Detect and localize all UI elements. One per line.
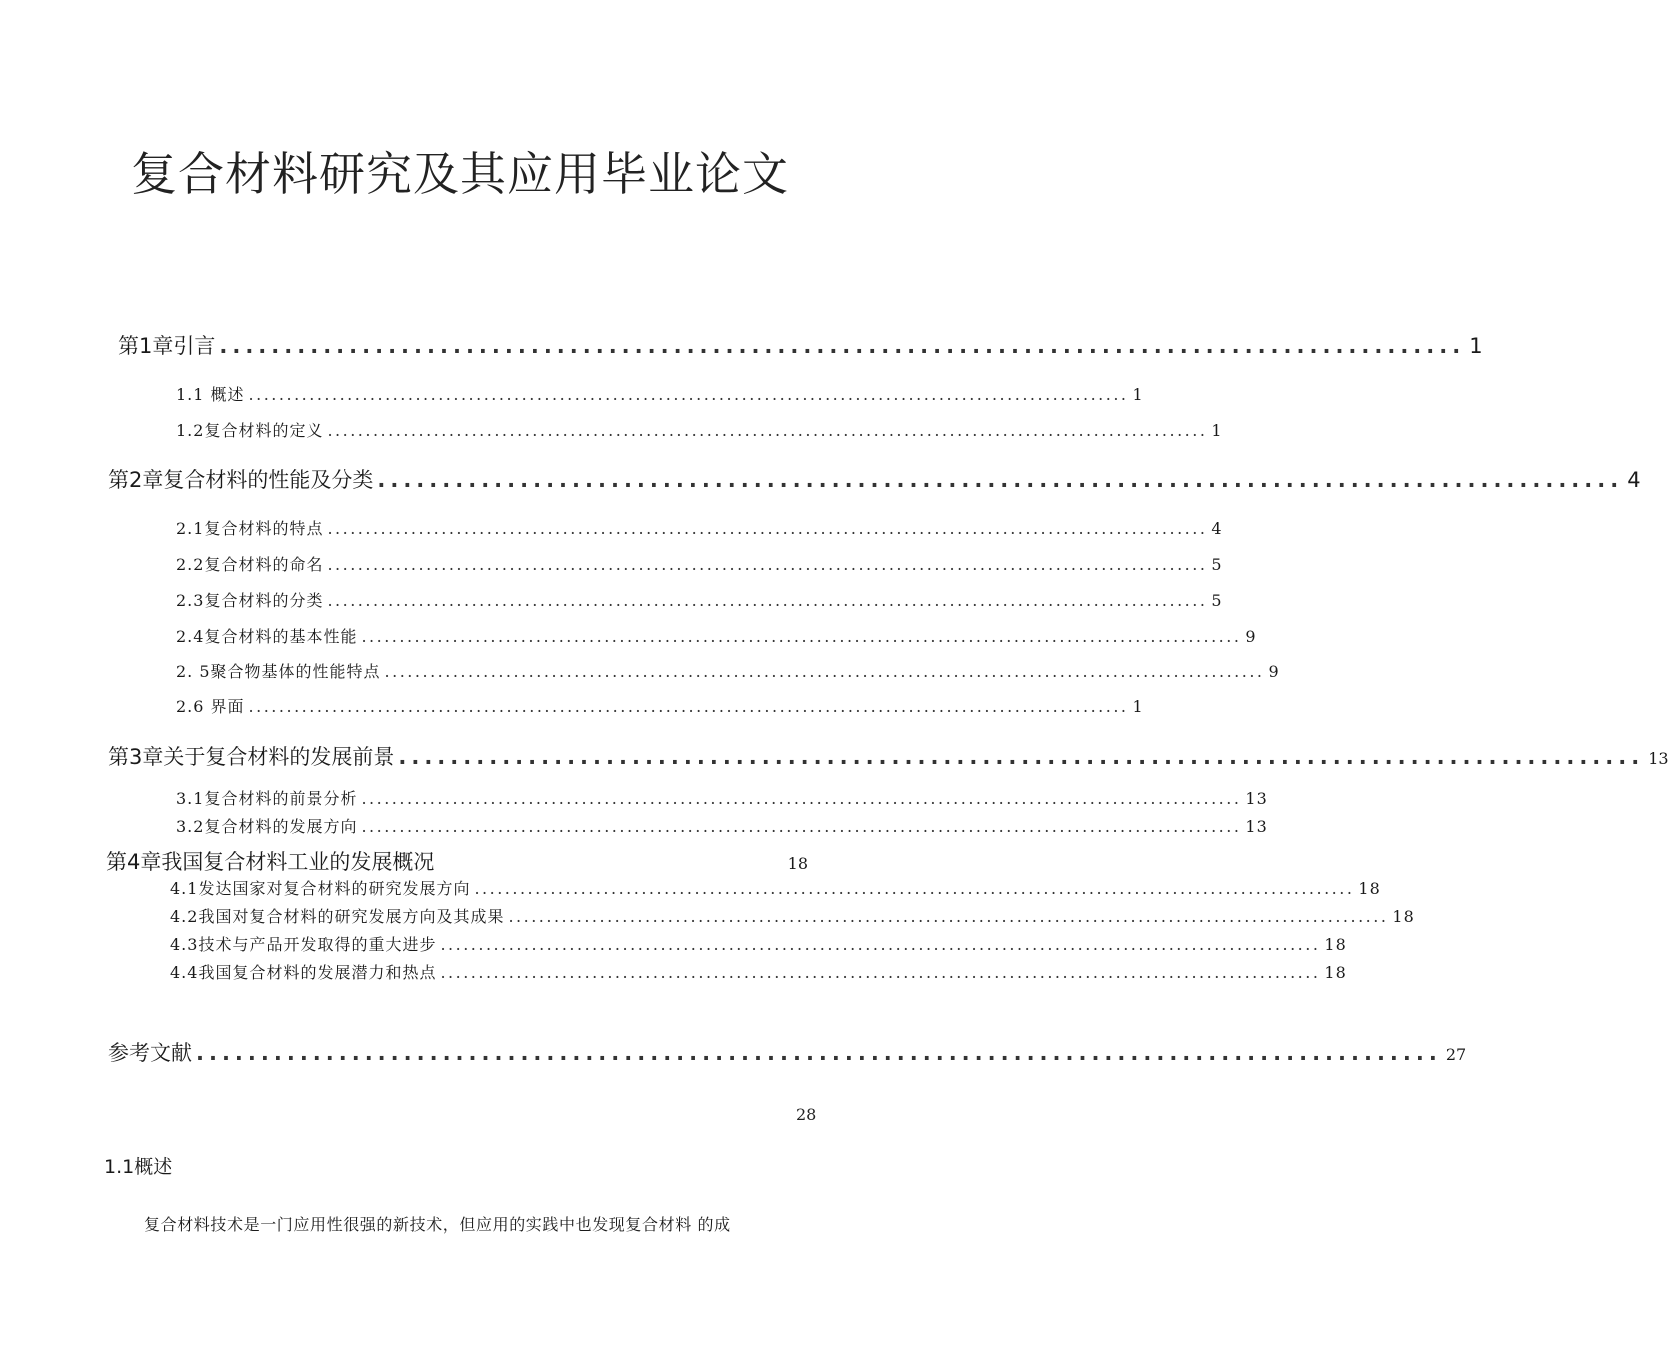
toc-page-number: 4 bbox=[1211, 519, 1223, 538]
toc-page-number: 5 bbox=[1211, 555, 1223, 574]
toc-page-number: 9 bbox=[1268, 662, 1280, 681]
toc-page-number: 18 bbox=[1358, 879, 1381, 898]
toc-leader: .................................................................................................................... bbox=[474, 879, 1355, 898]
toc-page-number: 13 bbox=[1245, 789, 1268, 808]
toc-section-4-2[interactable] bbox=[170, 904, 1415, 927]
toc-section-3-1[interactable] bbox=[176, 786, 1268, 809]
toc-leader: ................................................................................................ bbox=[196, 1041, 1442, 1065]
body-paragraph: 复合材料技术是一门应用性很强的新技术，但应用的实践中也发现复合材料 的成 bbox=[144, 1215, 731, 1234]
toc-label: 第4章我国复合材料工业的发展概况 bbox=[106, 850, 435, 874]
toc-page-number: 27 bbox=[1445, 1045, 1467, 1064]
toc-chapter-4[interactable] bbox=[106, 846, 808, 876]
document-title: 复合材料研究及其应用毕业论文 bbox=[131, 147, 789, 201]
toc-leader: ................................................................................................ bbox=[219, 334, 1466, 358]
toc-label: 2.3复合材料的分类 bbox=[176, 591, 324, 610]
toc-page-number: 1 bbox=[1211, 421, 1223, 440]
section-heading: 1.1概述 bbox=[104, 1156, 173, 1178]
toc-section-4-3[interactable] bbox=[170, 932, 1347, 955]
toc-label: 4.1发达国家对复合材料的研究发展方向 bbox=[170, 879, 471, 898]
toc-leader: .................................................................................................................... bbox=[327, 421, 1208, 440]
toc-label: 第2章复合材料的性能及分类 bbox=[108, 468, 374, 492]
toc-page-number: 1 bbox=[1132, 385, 1144, 404]
toc-chapter-2[interactable] bbox=[108, 464, 1641, 494]
toc-leader: .................................................................................................................... bbox=[384, 662, 1265, 681]
toc-label: 2.6 界面 bbox=[176, 697, 245, 716]
toc-page-number: 18 bbox=[1324, 963, 1347, 982]
toc-section-4-1[interactable] bbox=[170, 876, 1381, 899]
toc-section-4-4[interactable] bbox=[170, 960, 1347, 983]
toc-label: 1.1 概述 bbox=[176, 385, 245, 404]
toc-label: 第3章关于复合材料的发展前景 bbox=[108, 745, 395, 769]
toc-leader: .................................................................................................................... bbox=[508, 907, 1389, 926]
toc-leader: .................................................................................................................... bbox=[248, 697, 1129, 716]
toc-section-2-3[interactable] bbox=[176, 588, 1223, 611]
toc-page-number: 1 bbox=[1469, 334, 1483, 358]
toc-label: 1.2复合材料的定义 bbox=[176, 421, 324, 440]
toc-section-2-5[interactable] bbox=[176, 659, 1280, 682]
toc-page-number: 9 bbox=[1245, 627, 1257, 646]
toc-leader: .................................................................................................................... bbox=[327, 519, 1208, 538]
toc-section-1-1[interactable] bbox=[176, 382, 1144, 405]
toc-page-number: 18 bbox=[787, 854, 808, 873]
toc-page-number: 18 bbox=[1324, 935, 1347, 954]
toc-label: 3.1复合材料的前景分析 bbox=[176, 789, 358, 808]
toc-label: 第1章引言 bbox=[118, 334, 216, 358]
toc-leader: ................................................................................................ bbox=[398, 745, 1645, 769]
toc-label: 2.2复合材料的命名 bbox=[176, 555, 324, 574]
toc-page-number: 13 bbox=[1245, 817, 1268, 836]
toc-page-number: 18 bbox=[1392, 907, 1415, 926]
toc-leader: .................................................................................................................... bbox=[440, 963, 1321, 982]
toc-section-1-2[interactable] bbox=[176, 418, 1223, 441]
toc-label: 3.2复合材料的发展方向 bbox=[176, 817, 358, 836]
toc-section-2-2[interactable] bbox=[176, 552, 1223, 575]
toc-leader: .................................................................................................................... bbox=[248, 385, 1129, 404]
toc-label: 2. 5聚合物基体的性能特点 bbox=[176, 662, 381, 681]
toc-section-2-1[interactable] bbox=[176, 516, 1223, 539]
toc-leader: .................................................................................................................... bbox=[327, 555, 1208, 574]
toc-chapter-1[interactable] bbox=[118, 330, 1483, 360]
toc-section-2-4[interactable] bbox=[176, 624, 1257, 647]
toc-section-2-6[interactable] bbox=[176, 694, 1144, 717]
toc-leader: .................................................................................................................... bbox=[327, 591, 1208, 610]
toc-trailing-page-number: 28 bbox=[796, 1105, 817, 1124]
toc-page-number: 4 bbox=[1627, 468, 1641, 492]
toc-leader: .................................................................................................................... bbox=[361, 817, 1242, 836]
toc-leader: ................................................................................................ bbox=[377, 468, 1624, 492]
toc-references[interactable] bbox=[108, 1037, 1467, 1067]
toc-chapter-3[interactable] bbox=[108, 741, 1669, 771]
toc-label: 2.1复合材料的特点 bbox=[176, 519, 324, 538]
toc-page-number: 1 bbox=[1132, 697, 1144, 716]
toc-label: 参考文献 bbox=[108, 1041, 192, 1065]
toc-leader: .................................................................................................................... bbox=[361, 627, 1242, 646]
toc-label: 4.3技术与产品开发取得的重大进步 bbox=[170, 935, 437, 954]
toc-page-number: 5 bbox=[1211, 591, 1223, 610]
toc-label: 2.4复合材料的基本性能 bbox=[176, 627, 358, 646]
toc-section-3-2[interactable] bbox=[176, 814, 1268, 837]
toc-leader: .................................................................................................................... bbox=[440, 935, 1321, 954]
toc-label: 4.4我国复合材料的发展潜力和热点 bbox=[170, 963, 437, 982]
toc-page-number: 13 bbox=[1648, 749, 1669, 768]
toc-label: 4.2我国对复合材料的研究发展方向及其成果 bbox=[170, 907, 505, 926]
toc-leader: .................................................................................................................... bbox=[361, 789, 1242, 808]
